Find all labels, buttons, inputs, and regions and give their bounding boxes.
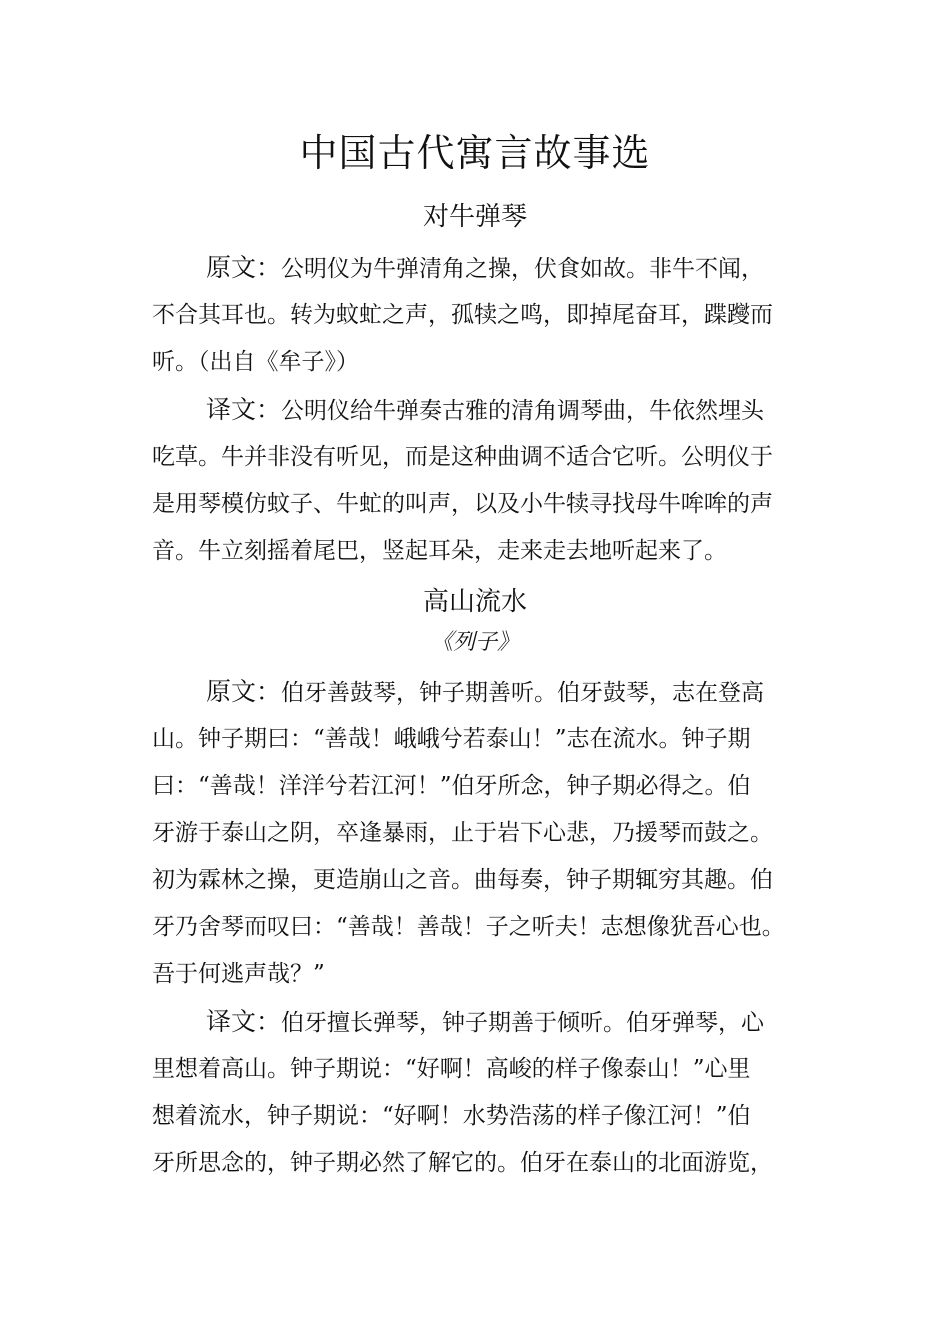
story1-title: 对牛弹琴 bbox=[422, 202, 527, 232]
story2-translation-line-2: 里想着高山。钟子期说：“好啊！高峻的样子像泰山！”心里 bbox=[152, 1056, 751, 1082]
story1-original-line-2: 不合其耳也。转为蚊虻之声，孤犊之鸣，即掉尾奋耳，蹀躞而 bbox=[152, 302, 773, 328]
story2-title: 高山流水 bbox=[422, 587, 527, 617]
story2-translation-label: 译文： bbox=[206, 1007, 282, 1036]
story1-translation-label: 译文： bbox=[206, 395, 282, 424]
story1-translation-line-3: 是用琴模仿蚊子、牛虻的叫声，以及小牛犊寻找母牛哞哞的声 bbox=[152, 491, 773, 517]
story2-original-line-1 bbox=[206, 676, 836, 709]
story1-translation-line-2: 吃草。牛并非没有听见，而是这种曲调不适合它听。公明仪于 bbox=[152, 444, 773, 470]
story2-translation-line-3: 想着流水，钟子期说：“好啊！水势浩荡的样子像江河！”伯 bbox=[152, 1103, 751, 1129]
story2-original-line-3: 曰：“善哉！洋洋兮若江河！”伯牙所念，钟子期必得之。伯 bbox=[152, 773, 751, 799]
story2-original-text-1: 伯牙善鼓琴，钟子期善听。伯牙鼓琴，志在登高 bbox=[281, 680, 765, 706]
story2-original-label: 原文： bbox=[206, 677, 282, 706]
story2-source: 《列子》 bbox=[430, 630, 519, 655]
story2-original-line-6: 牙乃舍琴而叹曰：“善哉！善哉！子之听夫！志想像犹吾心也。 bbox=[152, 914, 785, 940]
story1-original-line-3: 听。（出自《牟子》） bbox=[152, 349, 359, 375]
story2-translation-text-1: 伯牙擅长弹琴，钟子期善于倾听。伯牙弹琴，心 bbox=[281, 1010, 765, 1036]
story2-translation-line-1 bbox=[206, 1006, 836, 1039]
story1-original-text-1: 公明仪为牛弹清角之操，伏食如故。非牛不闻， bbox=[281, 256, 765, 282]
story2-translation-line-4: 牙所思念的，钟子期必然了解它的。伯牙在泰山的北面游览， bbox=[152, 1150, 773, 1176]
story2-original-line-7: 吾于何逃声哉？” bbox=[152, 961, 325, 987]
story2-original-line-5: 初为霖林之操，更造崩山之音。曲每奏，钟子期辄穷其趣。伯 bbox=[152, 867, 773, 893]
story1-translation-text-1: 公明仪给牛弹奏古雅的清角调琴曲，牛依然埋头 bbox=[281, 398, 765, 424]
story1-original-line-1 bbox=[206, 252, 836, 285]
story1-original-label: 原文： bbox=[206, 253, 282, 282]
story1-translation-line-1 bbox=[206, 394, 836, 427]
document-title: 中国古代寓言故事选 bbox=[299, 131, 651, 175]
story1-translation-line-4: 音。牛立刻摇着尾巴，竖起耳朵，走来走去地听起来了。 bbox=[152, 538, 727, 564]
story2-original-line-2: 山。钟子期曰：“善哉！峨峨兮若泰山！”志在流水。钟子期 bbox=[152, 726, 751, 752]
story2-original-line-4: 牙游于泰山之阴，卒逢暴雨，止于岩下心悲，乃援琴而鼓之。 bbox=[152, 820, 773, 846]
